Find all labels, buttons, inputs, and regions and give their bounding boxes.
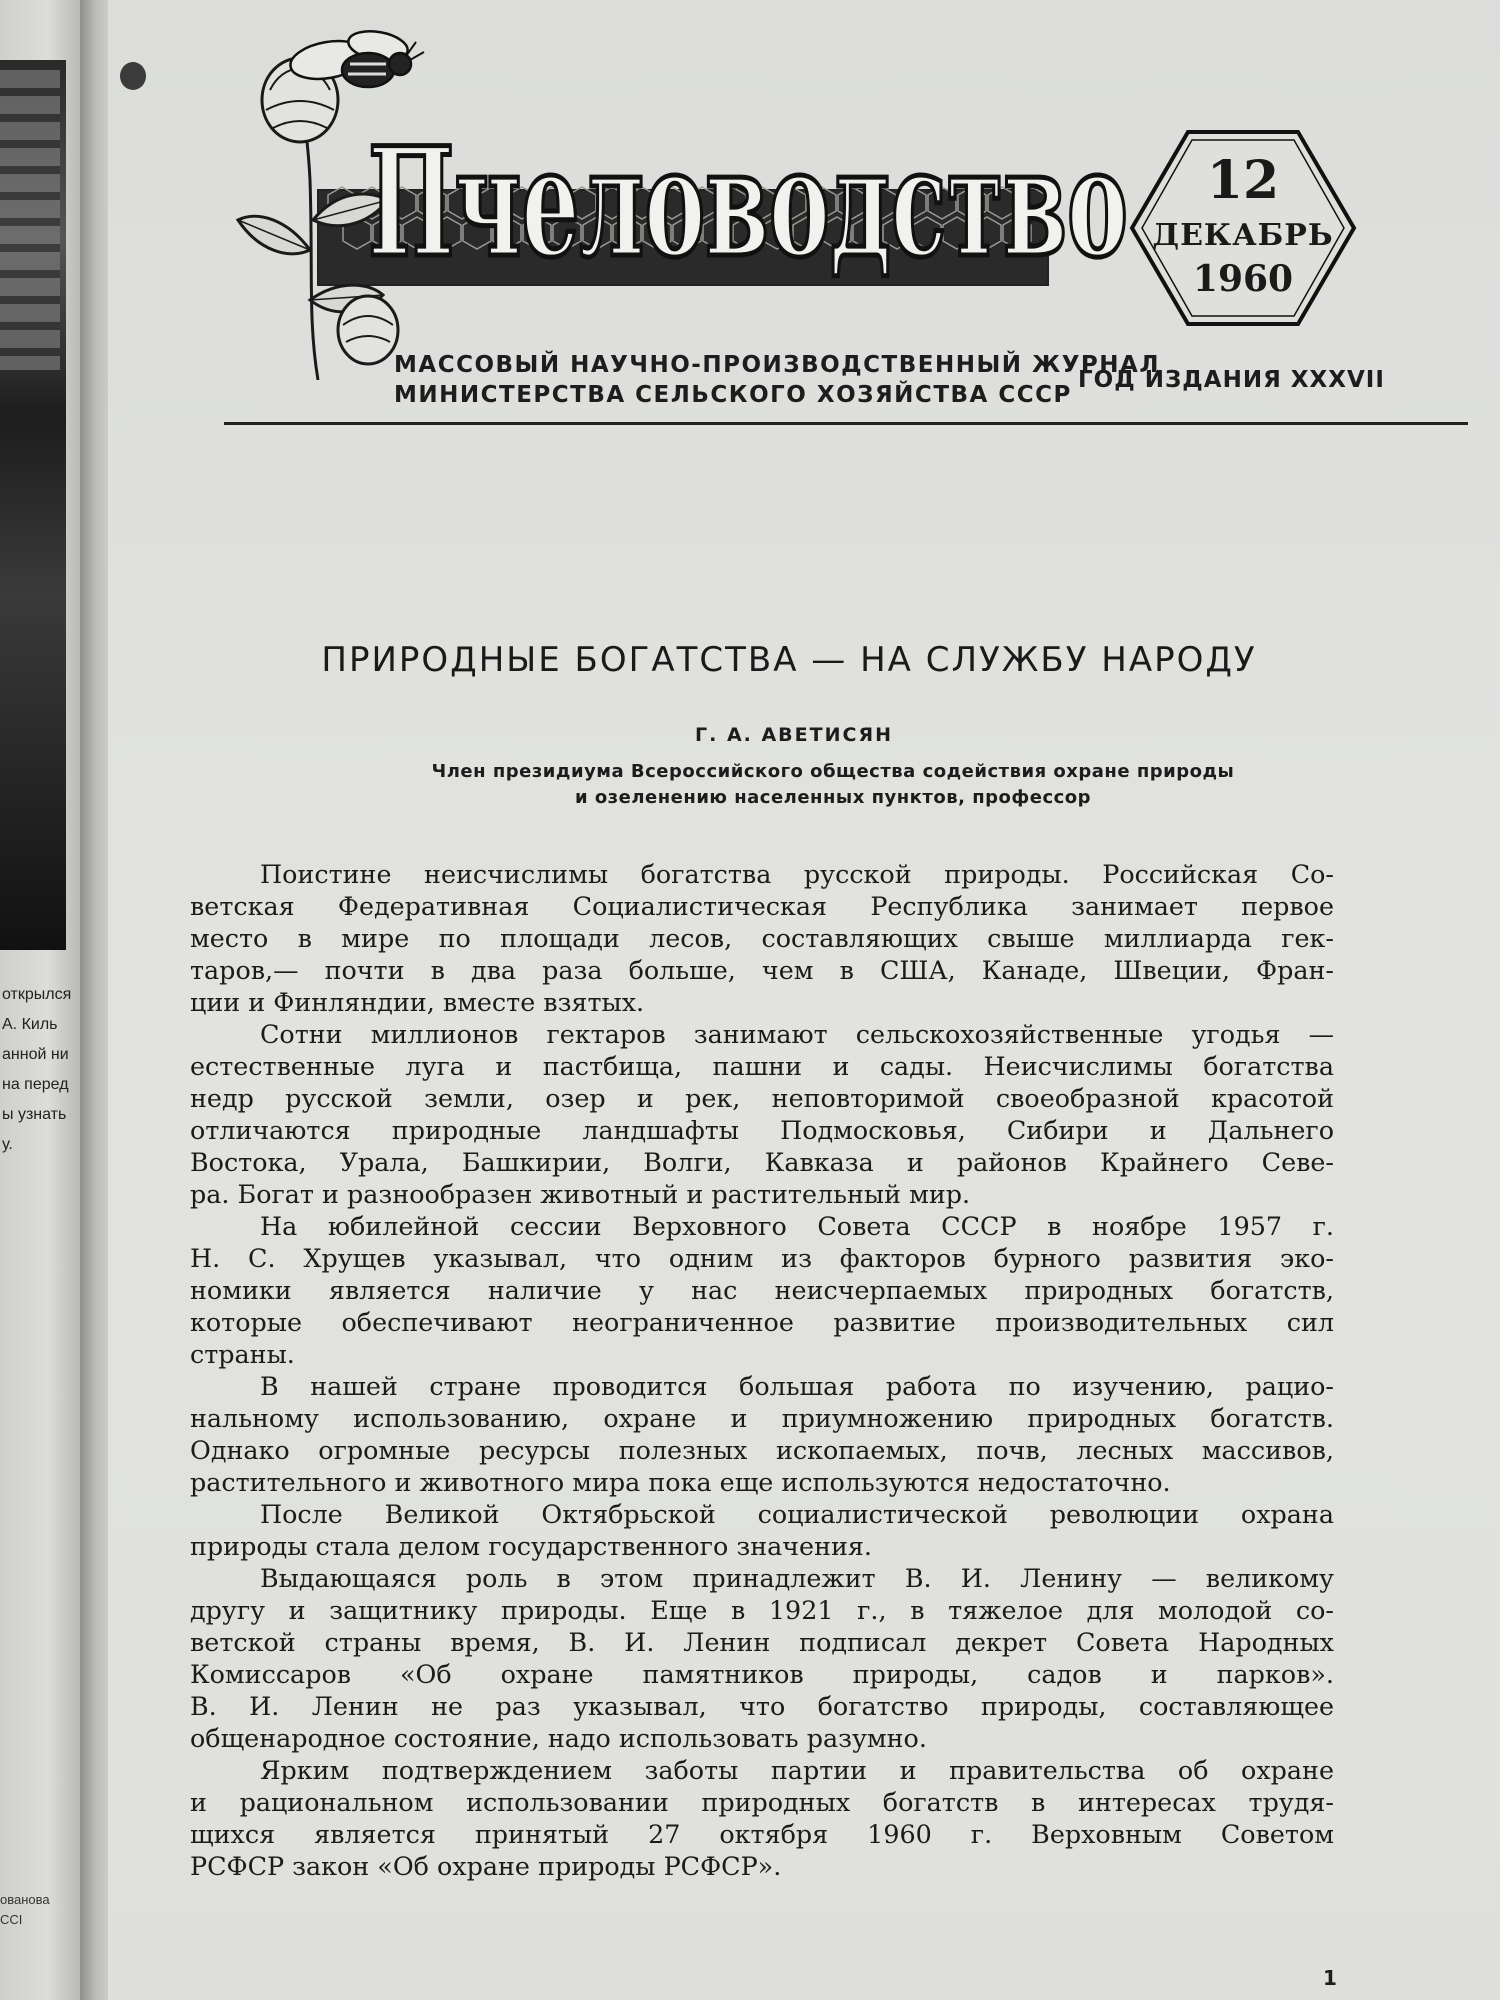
article-line: На юбилейной сессии Верховного Совета СССР в ноябре 1957 г. bbox=[260, 1211, 1334, 1241]
masthead-divider bbox=[224, 422, 1468, 425]
previous-page-text bbox=[2, 980, 78, 1160]
issue-badge bbox=[1128, 128, 1358, 328]
affiliation-line: Член президиума Всероссийского общества содействия охране природы bbox=[431, 761, 1235, 782]
article-line: номики является наличие у нас неисчерпаемых природных богатств, bbox=[190, 1275, 1334, 1305]
previous-page-line: анной ни bbox=[2, 1046, 69, 1063]
previous-page-photo bbox=[0, 60, 66, 950]
previous-page-line: у. bbox=[2, 1136, 13, 1153]
previous-page-line: ы узнать bbox=[2, 1106, 67, 1123]
article-paragraph bbox=[190, 1562, 1334, 1754]
article-line: ветская Федеративная Социалистическая Республика занимает первое bbox=[190, 891, 1334, 921]
article-line: Н. С. Хрущев указывал, что одним из факторов бурного развития эко- bbox=[190, 1243, 1334, 1273]
article-author: Г. А. АВЕТИСЯН bbox=[695, 724, 893, 746]
article-paragraph bbox=[190, 1018, 1334, 1210]
article-line: После Великой Октябрьской социалистической революции охрана bbox=[260, 1499, 1334, 1529]
article-line: РСФСР закон «Об охране природы РСФСР». bbox=[190, 1851, 782, 1881]
article-line: другу и защитнику природы. Еще в 1921 г., в тяжелое для молодой со- bbox=[190, 1595, 1334, 1625]
publication-year: ГОД ИЗДАНИЯ XXXVII bbox=[1078, 367, 1385, 393]
article-line: Однако огромные ресурсы полезных ископаемых, почв, лесных массивов, bbox=[190, 1435, 1334, 1465]
magazine-page bbox=[108, 0, 1500, 2000]
article-title: ПРИРОДНЫЕ БОГАТСТВА — НА СЛУЖБУ НАРОДУ bbox=[321, 640, 1257, 680]
article-paragraph bbox=[190, 1754, 1334, 1882]
previous-page-footer-line: ССІ bbox=[0, 1912, 23, 1927]
article-line: В нашей стране проводится большая работа по изучению, рацио- bbox=[260, 1371, 1334, 1401]
previous-page-line: на перед bbox=[2, 1076, 69, 1093]
article-line: ра. Богат и разнообразен животный и растительный мир. bbox=[190, 1179, 971, 1209]
journal-subtitle: МАССОВЫЙ НАУЧНО-ПРОИЗВОДСТВЕННЫЙ ЖУРНАЛ bbox=[394, 352, 1160, 378]
article-line: Поистине неисчислимы богатства русской природы. Российская Со- bbox=[260, 859, 1334, 889]
article-line: отличаются природные ландшафты Подмосковья, Сибири и Дальнего bbox=[190, 1115, 1334, 1145]
article-line: Востока, Урала, Башкирии, Волги, Кавказа и районов Крайнего Севе- bbox=[190, 1147, 1334, 1177]
binding-hole bbox=[120, 62, 146, 90]
previous-page-edge bbox=[0, 0, 80, 2000]
article-line: ции и Финляндии, вместе взятых. bbox=[190, 987, 645, 1017]
article-line: которые обеспечивают неограниченное развитие производительных сил bbox=[190, 1307, 1334, 1337]
article-line: Ярким подтверждением заботы партии и правительства об охране bbox=[260, 1755, 1334, 1785]
article-paragraph bbox=[190, 858, 1334, 1018]
article-paragraph bbox=[190, 1370, 1334, 1498]
article-line: Комиссаров «Об охране памятников природы, садов и парков». bbox=[190, 1659, 1334, 1689]
article-line: Выдающаяся роль в этом принадлежит В. И. Ленину — великому bbox=[260, 1563, 1334, 1593]
article-line: природы стала делом государственного значения. bbox=[190, 1531, 873, 1561]
article-line: таров,— почти в два раза больше, чем в США, Канаде, Швеции, Фран- bbox=[190, 955, 1334, 985]
page-number: 1 bbox=[1323, 1966, 1337, 1990]
article-line: растительного и животного мира пока еще используются недостаточно. bbox=[190, 1467, 1171, 1497]
previous-page-footer-line: ованова bbox=[0, 1892, 50, 1907]
article-paragraph bbox=[190, 1498, 1334, 1562]
article-body bbox=[190, 858, 1334, 1882]
previous-page-footer bbox=[0, 1890, 60, 1930]
masthead-title-lettering bbox=[358, 105, 1218, 285]
article-affiliation bbox=[268, 759, 1398, 811]
previous-page-line: открылся bbox=[2, 986, 72, 1003]
article-line: место в мире по площади лесов, составляющих свыше миллиарда гек- bbox=[190, 923, 1334, 953]
article-line: щихся является принятый 27 октября 1960 г. Верховным Советом bbox=[190, 1819, 1334, 1849]
journal-publisher: МИНИСТЕРСТВА СЕЛЬСКОГО ХОЗЯЙСТВА СССР bbox=[394, 382, 1072, 408]
article-line: В. И. Ленин не раз указывал, что богатство природы, составляющее bbox=[190, 1691, 1334, 1721]
article-line: и рациональном использовании природных богатств в интересах трудя- bbox=[190, 1787, 1334, 1817]
article-line: ветской страны время, В. И. Ленин подписал декрет Совета Народных bbox=[190, 1627, 1334, 1657]
issue-month: ДЕКАБРЬ bbox=[1152, 218, 1334, 253]
issue-year: 1960 bbox=[1192, 258, 1294, 300]
article-line: нальному использованию, охране и приумножению природных богатств. bbox=[190, 1403, 1334, 1433]
bee-icon bbox=[287, 27, 424, 87]
affiliation-line: и озеленению населенных пунктов, профессор bbox=[574, 787, 1092, 808]
article-paragraph bbox=[190, 1210, 1334, 1370]
article-line: естественные луга и пастбища, пашни и сады. Неисчислимы богатства bbox=[190, 1051, 1334, 1081]
article-line: страны. bbox=[190, 1339, 295, 1369]
previous-page-line: А. Киль bbox=[2, 1016, 58, 1033]
issue-number: 12 bbox=[1206, 150, 1280, 211]
article-line: Сотни миллионов гектаров занимают сельскохозяйственные угодья — bbox=[260, 1019, 1334, 1049]
photo-building bbox=[0, 70, 60, 370]
article-line: общенародное состояние, надо использовать разумно. bbox=[190, 1723, 927, 1753]
journal-title: Пчеловодство bbox=[368, 115, 1128, 285]
article-line: недр русской земли, озер и рек, неповторимой своеобразной красотой bbox=[190, 1083, 1334, 1113]
